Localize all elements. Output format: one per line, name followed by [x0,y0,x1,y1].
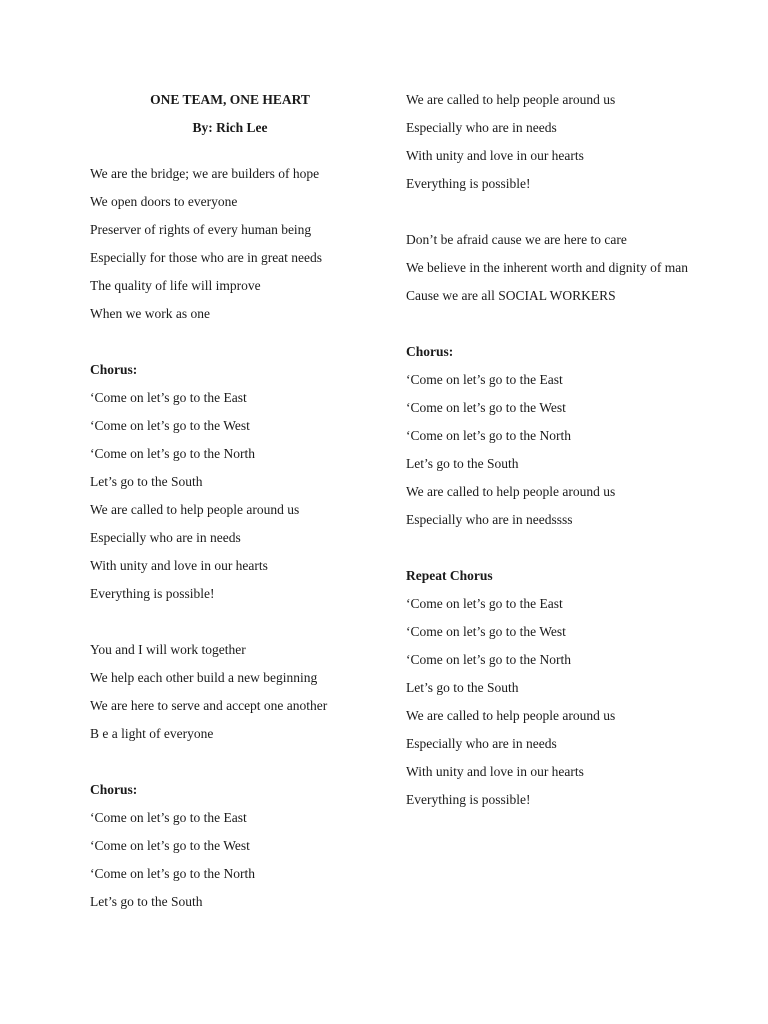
lyric-line: Everything is possible! [90,586,215,601]
lyric-line: Cause we are all SOCIAL WORKERS [406,288,616,303]
lyric-line: Everything is possible! [406,176,531,191]
lyric-line: Especially who are in needssss [406,512,573,527]
lyric-line: ‘Come on let’s go to the West [90,838,250,853]
lyric-line: You and I will work together [90,642,246,657]
lyric-line: With unity and love in our hearts [406,148,584,163]
lyric-line: Especially for those who are in great needs [90,250,323,265]
lyric-line: We are called to help people around us [406,708,616,723]
lyric-line: Let’s go to the South [406,680,519,695]
lyric-line: We believe in the inherent worth and dignity of man [406,260,688,275]
lyric-line: ‘Come on let’s go to the North [406,428,571,443]
lyric-line: With unity and love in our hearts [90,558,268,573]
lyric-line: Especially who are in needs [406,120,557,135]
verse-3 [406,231,688,305]
lyric-line: ‘Come on let’s go to the East [406,372,563,387]
lyric-line: ‘Come on let’s go to the East [90,810,247,825]
verse-1 [90,165,380,323]
lyric-line: We are the bridge; we are builders of hope [90,166,320,181]
lyric-line: We are called to help people around us [90,502,300,517]
song-title: ONE TEAM, ONE HEART [150,92,310,107]
chorus-heading: Chorus: [90,362,138,377]
verse-2 [90,641,380,743]
lyric-line: With unity and love in our hearts [406,764,584,779]
lyric-line: Let’s go to the South [90,474,203,489]
lyric-line: ‘Come on let’s go to the North [90,446,255,461]
lyric-line: ‘Come on let’s go to the East [406,596,563,611]
lyric-line: Let’s go to the South [90,894,203,909]
lyric-line: We are here to serve and accept one another [90,698,328,713]
lyric-line: Don’t be afraid cause we are here to care [406,232,627,247]
lyric-line: Everything is possible! [406,792,531,807]
left-column [90,91,380,921]
lyric-line: We are called to help people around us [406,92,616,107]
song-author: By: Rich Lee [192,120,268,135]
lyric-line: The quality of life will improve [90,278,261,293]
lyric-line: We open doors to everyone [90,194,238,209]
chorus-heading: Chorus: [406,344,454,359]
chorus-1 [90,361,380,603]
lyric-line: When we work as one [90,306,210,321]
lyric-line: ‘Come on let’s go to the West [406,624,566,639]
lyric-line: Especially who are in needs [406,736,557,751]
lyric-line: We help each other build a new beginning [90,670,318,685]
chorus-2 [90,781,380,911]
lyric-line: ‘Come on let’s go to the North [406,652,571,667]
lyric-line: Let’s go to the South [406,456,519,471]
lyric-line: ‘Come on let’s go to the East [90,390,247,405]
repeat-chorus [406,567,688,809]
lyric-line: ‘Come on let’s go to the North [90,866,255,881]
lyric-line: Especially who are in needs [90,530,241,545]
chorus-heading: Chorus: [90,782,138,797]
right-column [406,91,688,819]
repeat-chorus-heading: Repeat Chorus [406,568,493,583]
lyric-line: We are called to help people around us [406,484,616,499]
lyric-line: B e a light of everyone [90,726,214,741]
chorus-2-continued [406,91,688,193]
lyric-line: ‘Come on let’s go to the West [406,400,566,415]
lyric-line: ‘Come on let’s go to the West [90,418,250,433]
lyric-line: Preserver of rights of every human being [90,222,312,237]
chorus-3 [406,343,688,529]
